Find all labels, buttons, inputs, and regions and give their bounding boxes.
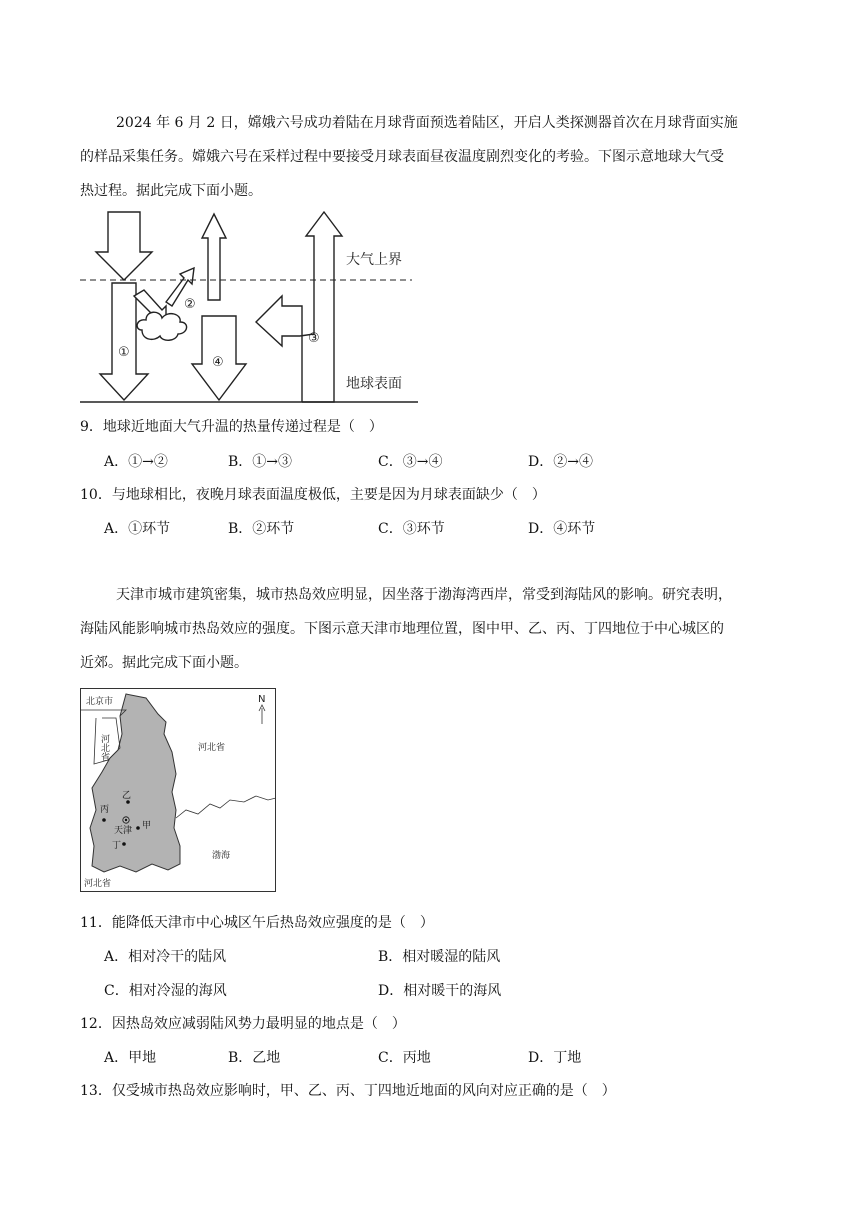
q11-option-a[interactable]: A．相对冷干的陆风 [104,949,227,965]
q10-option-a[interactable]: A．①环节 [104,521,171,537]
q10-option-c[interactable]: C．③环节 [378,521,445,537]
point-ding [122,842,126,846]
north-label: N [258,694,266,705]
solar-radiation-arrow [96,212,152,280]
label-tianjin: 天津 [114,826,133,836]
q11-option-d[interactable]: D．相对暖干的海风 [378,983,502,999]
label-hebei-top: 河北省 [198,743,226,753]
q12-option-c[interactable]: C．丙地 [378,1050,431,1066]
passage1-line1: 2024 年 6 月 2 日，嫦娥六号成功着陆在月球背面预选着陆区，开启人类探测器首次在月球背面实施 [116,115,738,131]
passage2-line1: 天津市城市建筑密集，城市热岛效应明显，因坐落于渤海湾西岸，常受到海陆风的影响。研究表明， [116,587,732,603]
q13-stem: 13．仅受城市热岛效应影响时，甲、乙、丙、丁四地近地面的风向对应正确的是（ ） [80,1083,616,1099]
q9-option-d[interactable]: D．②→④ [528,454,593,470]
q9-option-c[interactable]: C．③→④ [378,454,443,470]
passage1-line3: 热过程。据此完成下面小题。 [80,183,262,199]
atmosphere-heating-diagram [76,206,426,408]
q10-option-b[interactable]: B．②环节 [228,521,295,537]
q9-option-b[interactable]: B．①→③ [228,454,293,470]
label-3: ③ [308,331,320,346]
label-yi: 乙 [122,791,132,801]
cloud-icon [137,312,187,340]
q12-option-b[interactable]: B．乙地 [228,1050,281,1066]
point-bing [102,818,106,822]
label-bohai: 渤海 [212,851,231,861]
q9-option-a[interactable]: A．①→② [104,454,168,470]
q12-stem: 12．因热岛效应减弱陆风势力最明显的地点是（ ） [80,1016,406,1032]
label-beijing: 北京市 [86,697,114,707]
q11-stem: 11．能降低天津市中心城区午后热岛效应强度的是（ ） [80,915,434,931]
label-hebei-left: 河北省 [99,734,109,761]
q12-option-d[interactable]: D．丁地 [528,1050,582,1066]
q10-stem: 10．与地球相比，夜晚月球表面温度极低，主要是因为月球表面缺少（ ） [80,487,546,503]
label-1: ① [118,345,130,360]
q10-option-d[interactable]: D．④环节 [528,521,596,537]
label-4: ④ [212,355,224,370]
label-2: ② [184,297,196,312]
passage2-line3: 近郊。据此完成下面小题。 [80,655,248,671]
q9-stem: 9．地球近地面大气升温的热量传递过程是（ ） [80,419,383,435]
tianjin-location-map [80,688,276,892]
q11-option-b[interactable]: B．相对暖湿的陆风 [378,949,501,965]
label-atmosphere-top: 大气上界 [346,252,402,268]
point-jia [136,826,140,830]
label-bing: 丙 [100,805,110,815]
q12-option-a[interactable]: A．甲地 [104,1050,157,1066]
label-ding: 丁 [112,841,122,851]
label-earth-surface: 地球表面 [346,376,402,392]
surface-radiation-up-arrow [202,214,226,300]
label-hebei-bottom: 河北省 [84,879,112,889]
arrow-3 [256,212,342,402]
passage2-line2: 海陆风能影响城市热岛效应的强度。下图示意天津市地理位置，图中甲、乙、丙、丁四地位于中心城区的 [80,621,724,637]
passage1-line2: 的样品采集任务。嫦娥六号在采样过程中要接受月球表面昼夜温度剧烈变化的考验。下图示意地球大气受 [80,149,724,165]
q11-option-c[interactable]: C．相对冷湿的海风 [104,983,227,999]
label-jia: 甲 [142,821,152,831]
